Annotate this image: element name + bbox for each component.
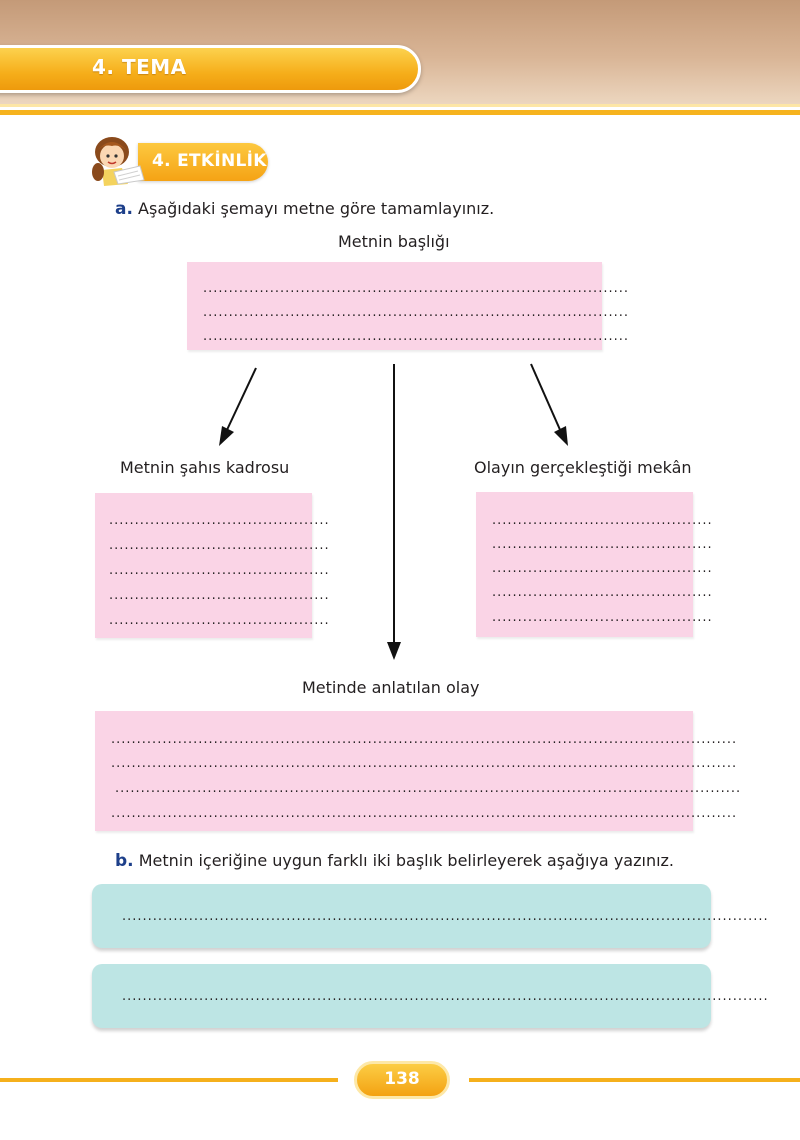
dot-line: ........................................... [109, 563, 330, 578]
dot-line: .......................................................................................................................... [111, 806, 738, 821]
instruction-b [115, 851, 674, 871]
dot-line: ........................................... [109, 613, 330, 628]
arrow-down-icon [219, 368, 256, 446]
page-number: 138 [384, 1069, 420, 1089]
footer-line-left [0, 1078, 338, 1082]
theme-title: 4. TEMA [92, 55, 187, 79]
dot-line: ........................................... [492, 513, 713, 528]
title-box-label: Metnin başlığı [338, 232, 450, 251]
dot-line: .......................................................................................................................... [111, 756, 738, 771]
marker-b: b. [115, 851, 134, 871]
dot-line: ................................................................................... [203, 329, 629, 344]
dot-line: ................................................................................... [203, 281, 629, 296]
marker-a: a. [115, 199, 133, 219]
alternative-title-box-2[interactable] [92, 964, 769, 1028]
instruction-b-text: Metnin içeriğine uygun farklı iki başlık belirleyerek aşağıya yazınız. [138, 851, 675, 870]
place-label: Olayın gerçekleştiği mekân [474, 458, 692, 477]
characters-answer-box[interactable] [95, 493, 330, 638]
dot-line: ........................................... [492, 585, 713, 600]
arrow-down-icon [531, 364, 568, 446]
event-answer-box[interactable] [95, 711, 742, 831]
dot-line: .......................................................................................................................... [111, 732, 738, 747]
dot-line: .............................................................................................................................. [122, 909, 769, 924]
dot-line: ........................................... [109, 538, 330, 553]
dot-line: ........................................... [492, 537, 713, 552]
dot-line: ................................................................................... [203, 305, 629, 320]
dot-line: ........................................... [109, 513, 330, 528]
dot-line: ........................................... [109, 588, 330, 603]
dot-line: ........................................... [492, 610, 713, 625]
dot-line: ........................................... [492, 561, 713, 576]
place-answer-box[interactable] [476, 492, 713, 637]
activity-label: 4. ETKİNLİK [152, 151, 267, 171]
event-label: Metinde anlatılan olay [302, 678, 480, 697]
dot-line: .............................................................................................................................. [122, 989, 769, 1004]
instruction-a-text: Aşağıdaki şemayı metne göre tamamlayınız. [138, 199, 495, 218]
arrow-down-icon [387, 364, 401, 660]
footer-line-right [469, 1078, 800, 1082]
alternative-title-box-1[interactable] [92, 884, 769, 948]
characters-label: Metnin şahıs kadrosu [120, 458, 290, 477]
dot-line: .......................................................................................................................... [115, 781, 742, 796]
